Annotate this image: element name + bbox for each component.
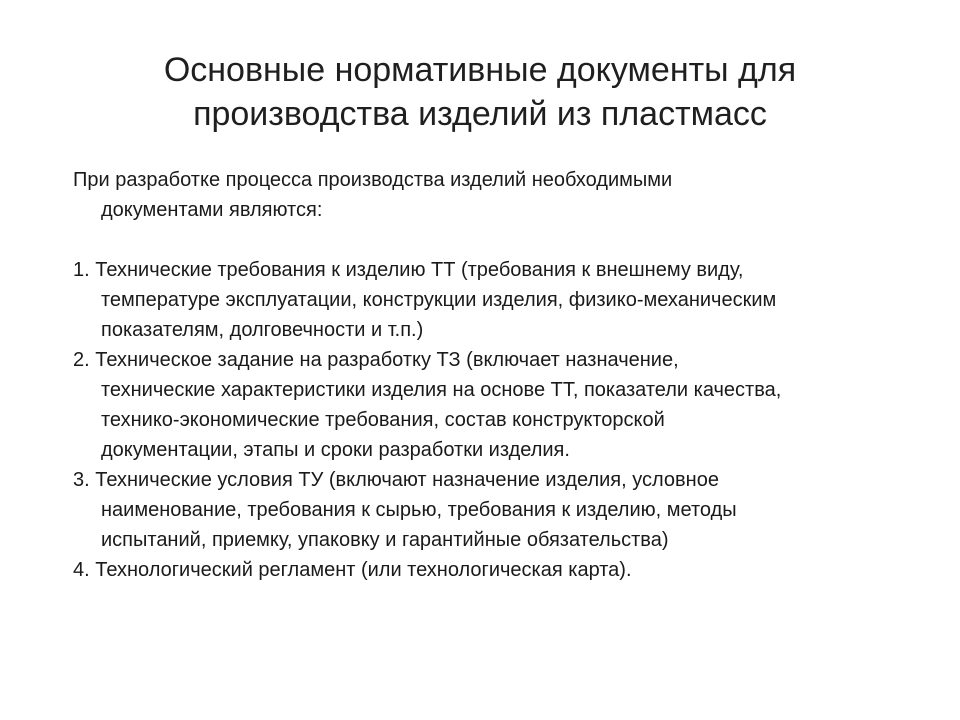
title-line-1: Основные нормативные документы для [163,51,797,89]
item-2-line-2: технические характеристики изделия на основе ТТ, показатели качества, [101,379,782,401]
item-2-line-4: документации, этапы и сроки разработки изделия. [101,439,570,461]
item-2-line-1: 2. Техническое задание на разработку ТЗ (включает назначение, [73,349,679,371]
list-item-2 [73,345,933,465]
item-3-line-2: наименование, требования к сырью, требования к изделию, методы [101,499,737,521]
item-1-line-2: температуре эксплуатации, конструкции изделия, физико-механическим [101,289,777,311]
slide-body [73,165,933,585]
item-1-line-3: показателям, долговечности и т.п.) [101,319,424,341]
intro-line-2: документами являются: [101,199,323,221]
item-2-line-3: технико-экономические требования, состав конструкторской [101,409,665,431]
list-item-1 [73,255,933,345]
title-line-2: производства изделий из пластмасс [193,95,767,133]
item-1-line-1: 1. Технические требования к изделию ТТ (требования к внешнему виду, [73,259,744,281]
intro-paragraph [73,165,933,225]
slide-title [60,48,900,136]
item-4-line-1: 4. Технологический регламент (или технологическая карта). [73,559,632,581]
list-item-4 [73,555,933,585]
list-item-3 [73,465,933,555]
item-3-line-3: испытаний, приемку, упаковку и гарантийные обязательства) [101,529,669,551]
intro-line-1: При разработке процесса производства изделий необходимыми [73,169,673,191]
item-3-line-1: 3. Технические условия ТУ (включают назначение изделия, условное [73,469,719,491]
